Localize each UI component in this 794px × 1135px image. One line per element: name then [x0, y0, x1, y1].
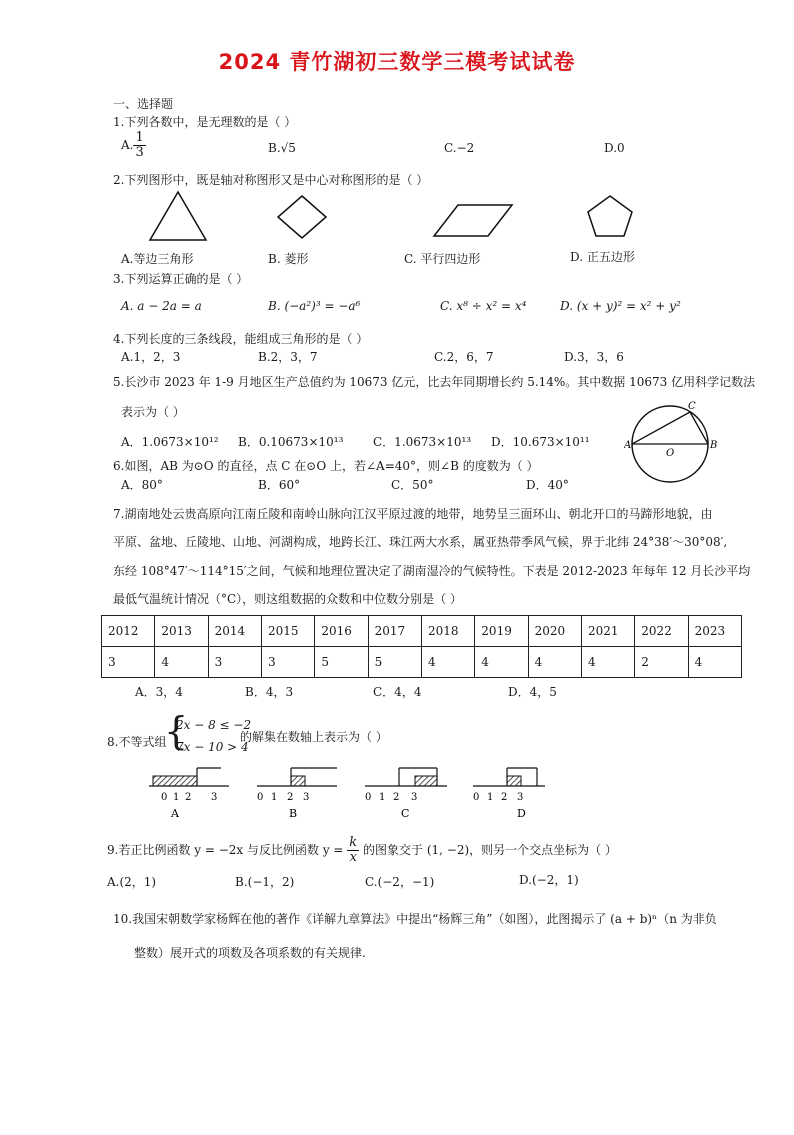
q1-denominator: 3	[135, 145, 144, 160]
table-cell: 2018	[421, 616, 474, 647]
q9-option-a: A.(2，1)	[107, 875, 157, 889]
numberline-c	[365, 768, 447, 820]
section-heading: 一、选择题	[113, 97, 174, 111]
table-cell: 2	[635, 647, 688, 678]
q6-stem: 6.如图，AB 为⊙O 的直径，点 C 在⊙O 上，若∠A=40°，则∠B 的度数为（ ）	[113, 459, 539, 473]
q9-stem	[107, 836, 617, 865]
label-c: C	[688, 401, 696, 412]
table-cell: 3	[261, 647, 314, 678]
q8-number-lines	[145, 758, 545, 820]
table-cell: 2014	[208, 616, 261, 647]
q2-shapes	[140, 188, 700, 250]
q4-option-c: C.2，6，7	[434, 350, 494, 364]
q5-option-a: A．1.0673×10¹²	[121, 435, 219, 449]
q9-numerator: k	[349, 835, 358, 850]
table-cell: 4	[421, 647, 474, 678]
q5-option-b: B．0.10673×10¹³	[238, 435, 344, 449]
table-row-temps	[102, 647, 742, 678]
q2-option-a: A.等边三角形	[121, 252, 194, 266]
label-o: O	[666, 448, 675, 459]
q4-stem: 4.下列长度的三条线段，能组成三角形的是（ ）	[113, 332, 369, 346]
table-cell: 2016	[315, 616, 368, 647]
q9-stem-part-2: 的图象交于 (1, −2)，则另一个交点坐标为（ ）	[363, 843, 617, 857]
svg-text:C: C	[401, 807, 410, 820]
svg-text:1: 1	[271, 792, 278, 803]
q7-option-a: A．3，4	[135, 685, 183, 699]
rhombus-shape	[278, 196, 326, 238]
table-cell: 2013	[155, 616, 208, 647]
q9-fraction	[347, 836, 359, 865]
q3-option-d: D. (x + y)² = x² + y²	[560, 299, 681, 313]
q10-line-1: 10.我国宋朝数学家杨辉在他的著作《详解九章算法》中提出“杨辉三角”（如图），此图揭示了 (a + b)ⁿ（n 为非负	[113, 912, 717, 926]
q1-option-c: C.−2	[444, 141, 475, 155]
chord-ac	[632, 412, 690, 444]
table-cell: 2012	[102, 616, 155, 647]
svg-text:3: 3	[303, 792, 310, 803]
q4-option-d: D.3，3，6	[564, 350, 624, 364]
q2-stem: 2.下列图形中，既是轴对称图形又是中心对称图形的是（ ）	[113, 173, 429, 187]
q8-prefix: 8.不等式组	[107, 735, 167, 749]
q3-option-b: B. (−a²)³ = −a⁶	[268, 299, 361, 313]
page-title: 2024 青竹湖初三数学三模考试试卷	[218, 50, 576, 74]
q7-option-b: B．4，3	[245, 685, 294, 699]
q1-option-d: D.0	[604, 141, 625, 155]
label-a: A	[624, 440, 632, 451]
table-row-years	[102, 616, 742, 647]
q9-option-d: D.(−2，1)	[519, 873, 579, 887]
q7-line-4: 最低气温统计情况（°C），则这组数据的众数和中位数分别是（ ）	[113, 592, 462, 606]
svg-text:0: 0	[161, 792, 168, 803]
q9-option-c: C.(−2，−1)	[365, 875, 435, 889]
temperature-table	[101, 615, 742, 678]
table-cell: 2023	[688, 616, 741, 647]
equilateral-triangle-shape	[150, 192, 206, 240]
svg-text:2: 2	[185, 792, 192, 803]
q8-suffix: 的解集在数轴上表示为（ ）	[240, 730, 388, 744]
table-cell: 3	[102, 647, 155, 678]
table-cell: 5	[368, 647, 421, 678]
q7-line-1: 7.湖南地处云贵高原向江南丘陵和南岭山脉向江汉平原过渡的地带，地势呈三面环山、朝北开口的马蹄形地貌，由	[113, 507, 713, 521]
q3-option-a: A. a − 2a = a	[121, 299, 202, 313]
q1-option-a-prefix: A.	[121, 138, 134, 152]
svg-text:1: 1	[487, 792, 494, 803]
table-cell: 4	[475, 647, 528, 678]
parallelogram-shape	[434, 205, 512, 236]
svg-text:A: A	[171, 807, 179, 820]
q5-option-d: D．10.673×10¹¹	[491, 435, 590, 449]
svg-text:3: 3	[411, 792, 418, 803]
q4-option-b: B.2，3，7	[258, 350, 318, 364]
q6-circle-figure	[624, 398, 720, 488]
table-cell: 4	[581, 647, 634, 678]
svg-text:3: 3	[211, 792, 218, 803]
q7-line-3: 东经 108°47′～114°15′之间，气候和地理位置决定了湖南湿冷的气候特性。下表是 2012-2023 年每年 12 月长沙平均	[113, 564, 751, 578]
svg-text:B: B	[289, 807, 298, 820]
table-cell: 3	[208, 647, 261, 678]
regular-pentagon-shape	[588, 196, 632, 236]
table-cell: 2020	[528, 616, 581, 647]
svg-text:3: 3	[517, 792, 524, 803]
chord-bc	[690, 412, 708, 444]
svg-text:1: 1	[173, 792, 180, 803]
numberline-a	[149, 768, 229, 820]
q1-option-a	[121, 131, 146, 160]
table-cell: 2022	[635, 616, 688, 647]
svg-text:2: 2	[393, 792, 400, 803]
q8-brace: {	[164, 709, 189, 753]
svg-text:D: D	[517, 807, 526, 820]
q7-option-d: D．4，5	[508, 685, 557, 699]
q9-option-b: B.(−1，2)	[235, 875, 295, 889]
q5-stem-continued: 表示为（ ）	[121, 405, 185, 419]
q1-stem: 1.下列各数中，是无理数的是（ ）	[113, 115, 297, 129]
q8-inequality-2: 7x − 10 > 4	[176, 740, 249, 754]
numberline-b	[257, 768, 337, 820]
table-cell: 4	[155, 647, 208, 678]
q6-option-c: C．50°	[391, 478, 434, 492]
q6-option-b: B．60°	[258, 478, 301, 492]
q2-option-d: D. 正五边形	[570, 250, 635, 264]
q1-option-b: B.√5	[268, 141, 296, 155]
q2-option-c: C. 平行四边形	[404, 252, 481, 266]
table-cell: 2019	[475, 616, 528, 647]
q7-option-c: C．4，4	[373, 685, 422, 699]
q6-option-a: A．80°	[121, 478, 163, 492]
q2-option-b: B. 菱形	[268, 252, 309, 266]
table-cell: 2015	[261, 616, 314, 647]
svg-text:0: 0	[257, 792, 264, 803]
svg-text:0: 0	[473, 792, 480, 803]
svg-text:2: 2	[287, 792, 294, 803]
table-cell: 4	[688, 647, 741, 678]
q7-line-2: 平原、盆地、丘陵地、山地、河湖构成，地跨长江、珠江两大水系，属亚热带季风气候，界于北纬 24°38′～30°08′,	[113, 535, 728, 549]
table-cell: 2017	[368, 616, 421, 647]
table-cell: 4	[528, 647, 581, 678]
label-b: B	[710, 440, 718, 451]
svg-text:1: 1	[379, 792, 386, 803]
svg-text:0: 0	[365, 792, 372, 803]
q5-option-c: C．1.0673×10¹³	[373, 435, 472, 449]
q4-option-a: A.1，2，3	[121, 350, 181, 364]
svg-text:2: 2	[501, 792, 508, 803]
q1-fraction	[133, 131, 145, 160]
q5-stem: 5.长沙市 2023 年 1-9 月地区生产总值约为 10673 亿元，比去年同期增长约 5.14%。其中数据 10673 亿用科学记数法	[113, 375, 756, 389]
q3-stem: 3.下列运算正确的是（ ）	[113, 272, 249, 286]
table-cell: 2021	[581, 616, 634, 647]
q10-line-2: 整数）展开式的项数及各项系数的有关规律.	[134, 946, 366, 960]
q1-numerator: 1	[135, 130, 144, 145]
q3-option-c: C. x⁸ ÷ x² = x⁴	[440, 299, 527, 313]
q9-denominator: x	[349, 850, 357, 865]
q8-inequality-1: 2x − 8 ≤ −2	[176, 718, 252, 732]
numberline-d	[473, 768, 545, 820]
q6-option-d: D．40°	[526, 478, 569, 492]
q9-stem-part-1: 9.若正比例函数 y = −2x 与反比例函数 y =	[107, 843, 344, 857]
table-cell: 5	[315, 647, 368, 678]
